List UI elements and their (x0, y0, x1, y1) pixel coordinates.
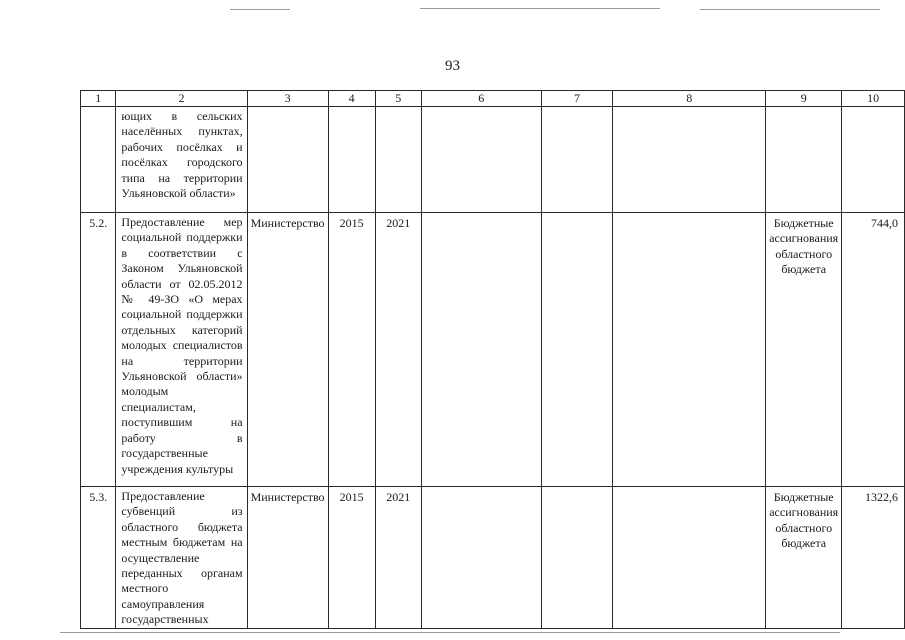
header-cell-3: 3 (247, 91, 328, 107)
header-cell-8: 8 (613, 91, 766, 107)
end-year: 2021 (375, 487, 421, 629)
cell-7 (541, 107, 612, 213)
cell-6 (421, 213, 541, 487)
header-row (81, 91, 905, 107)
table-row (81, 107, 905, 213)
start-year (328, 107, 375, 213)
end-year: 2021 (375, 213, 421, 487)
row-number: 5.3. (81, 487, 116, 629)
measure-name: Предоставление мер социальной поддержки в соответствии с Законом Ульяновской области от 02.05.2012 № 49-ЗО «О мерах социальной поддержки отдельных категорий молодых специалистов на территории Ульяновской области» молодым специалистам, поступившим на работу в государственные учреждения культуры (116, 213, 247, 487)
scan-artifact (420, 8, 660, 9)
header-cell-5: 5 (375, 91, 421, 107)
cell-6 (421, 107, 541, 213)
page-number: 93 (445, 58, 460, 74)
header-cell-1: 1 (81, 91, 116, 107)
funding-source (766, 107, 842, 213)
start-year: 2015 (328, 213, 375, 487)
funding-amount: 1322,6 (842, 487, 905, 629)
measure-name: ющих в сельских населённых пунктах, рабочих посёлках и посёлках городского типа на территории Ульяновской области» (116, 107, 247, 213)
row-number: 5.2. (81, 213, 116, 487)
funding-amount: 744,0 (842, 213, 905, 487)
funding-amount (842, 107, 905, 213)
cell-8 (613, 107, 766, 213)
cell-8 (613, 213, 766, 487)
scan-artifact (700, 9, 880, 10)
table-row (81, 487, 905, 629)
measure-name: Предоставление субвенций из областного бюджета местным бюджетам на осуществление переданных органам местного самоуправления государственных (116, 487, 247, 629)
end-year (375, 107, 421, 213)
header-cell-4: 4 (328, 91, 375, 107)
header-cell-10: 10 (842, 91, 905, 107)
executor: Министерство (247, 213, 328, 487)
cell-7 (541, 213, 612, 487)
executor: Министерство (247, 487, 328, 629)
start-year: 2015 (328, 487, 375, 629)
scan-artifact (230, 9, 290, 10)
executor (247, 107, 328, 213)
cell-8 (613, 487, 766, 629)
cell-6 (421, 487, 541, 629)
header-cell-6: 6 (421, 91, 541, 107)
measures-table (80, 90, 905, 629)
header-cell-7: 7 (541, 91, 612, 107)
row-number (81, 107, 116, 213)
cell-7 (541, 487, 612, 629)
funding-source: Бюджетные ассигнования областного бюджета (766, 487, 842, 629)
table-row (81, 213, 905, 487)
header-cell-2: 2 (116, 91, 247, 107)
funding-source: Бюджетные ассигнования областного бюджета (766, 213, 842, 487)
scan-artifact (60, 632, 840, 633)
header-cell-9: 9 (766, 91, 842, 107)
